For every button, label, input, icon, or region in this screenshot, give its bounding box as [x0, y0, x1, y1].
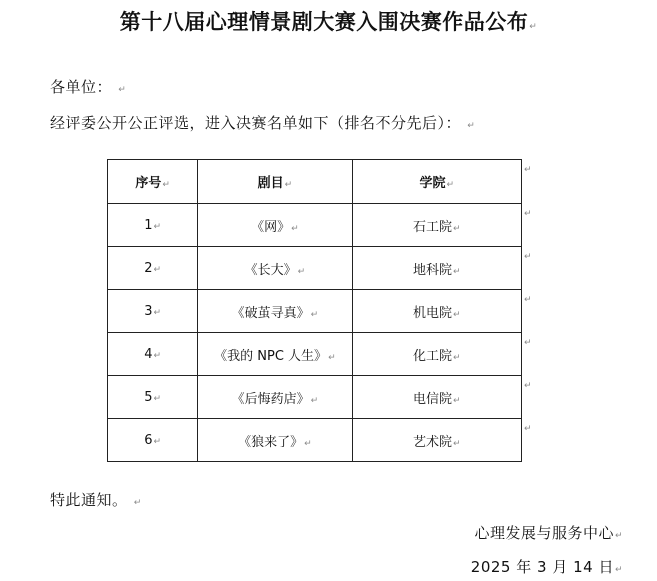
table-row [108, 419, 522, 462]
cell-play: 《网》↵ [198, 204, 352, 247]
paragraph-mark-icon: ↵ [133, 498, 142, 508]
table-row [108, 376, 522, 419]
cell-number: 3↵ [108, 290, 198, 333]
cell-play: 《后悔药店》↵ [198, 376, 352, 419]
cell-number: 4↵ [108, 333, 198, 376]
cell-play: 《长大》↵ [198, 247, 352, 290]
document-title: 第十八届心理情景剧大赛入围决赛作品公布↵ [119, 9, 538, 34]
row-end-mark-icon: ↵ [524, 424, 532, 434]
paragraph-mark-icon: ↵ [614, 531, 623, 541]
addressee-line: 各单位： ↵ [50, 78, 127, 96]
cell-play: 《狼来了》↵ [198, 419, 352, 462]
issue-date: 2025 年 3 月 14 日↵ [470, 558, 623, 576]
header-college: 学院↵ [352, 160, 521, 204]
table-row [108, 204, 522, 247]
header-number: 序号↵ [108, 160, 198, 204]
intro-paragraph: 经评委公开公正评选，进入决赛名单如下（排名不分先后）： ↵ [50, 114, 476, 132]
cell-number: 5↵ [108, 376, 198, 419]
table-row [108, 247, 522, 290]
cell-college: 电信院↵ [352, 376, 521, 419]
cell-play: 《我的 NPC 人生》↵ [198, 333, 352, 376]
cell-number: 1↵ [108, 204, 198, 247]
cell-number: 6↵ [108, 419, 198, 462]
paragraph-mark-icon: ↵ [614, 565, 623, 575]
cell-college: 机电院↵ [352, 290, 521, 333]
cell-college: 地科院↵ [352, 247, 521, 290]
table-row [108, 333, 522, 376]
row-end-mark-icon: ↵ [524, 338, 532, 348]
cell-number: 2↵ [108, 247, 198, 290]
paragraph-mark-icon: ↵ [118, 85, 127, 95]
paragraph-mark-icon: ↵ [529, 22, 538, 32]
row-end-mark-icon: ↵ [524, 165, 532, 175]
cell-play: 《破茧寻真》↵ [198, 290, 352, 333]
table-header-row [108, 160, 522, 204]
row-end-mark-icon: ↵ [524, 209, 532, 219]
table-row [108, 290, 522, 333]
cell-college: 化工院↵ [352, 333, 521, 376]
cell-college: 艺术院↵ [352, 419, 521, 462]
header-play: 剧目↵ [198, 160, 352, 204]
row-end-mark-icon: ↵ [524, 381, 532, 391]
issuing-organization: 心理发展与服务中心↵ [474, 524, 623, 542]
row-end-mark-icon: ↵ [524, 252, 532, 262]
closing-line: 特此通知。 ↵ [50, 491, 142, 509]
paragraph-mark-icon: ↵ [467, 121, 476, 131]
finalist-table [107, 159, 522, 462]
cell-college: 石工院↵ [352, 204, 521, 247]
row-end-mark-icon: ↵ [524, 295, 532, 305]
